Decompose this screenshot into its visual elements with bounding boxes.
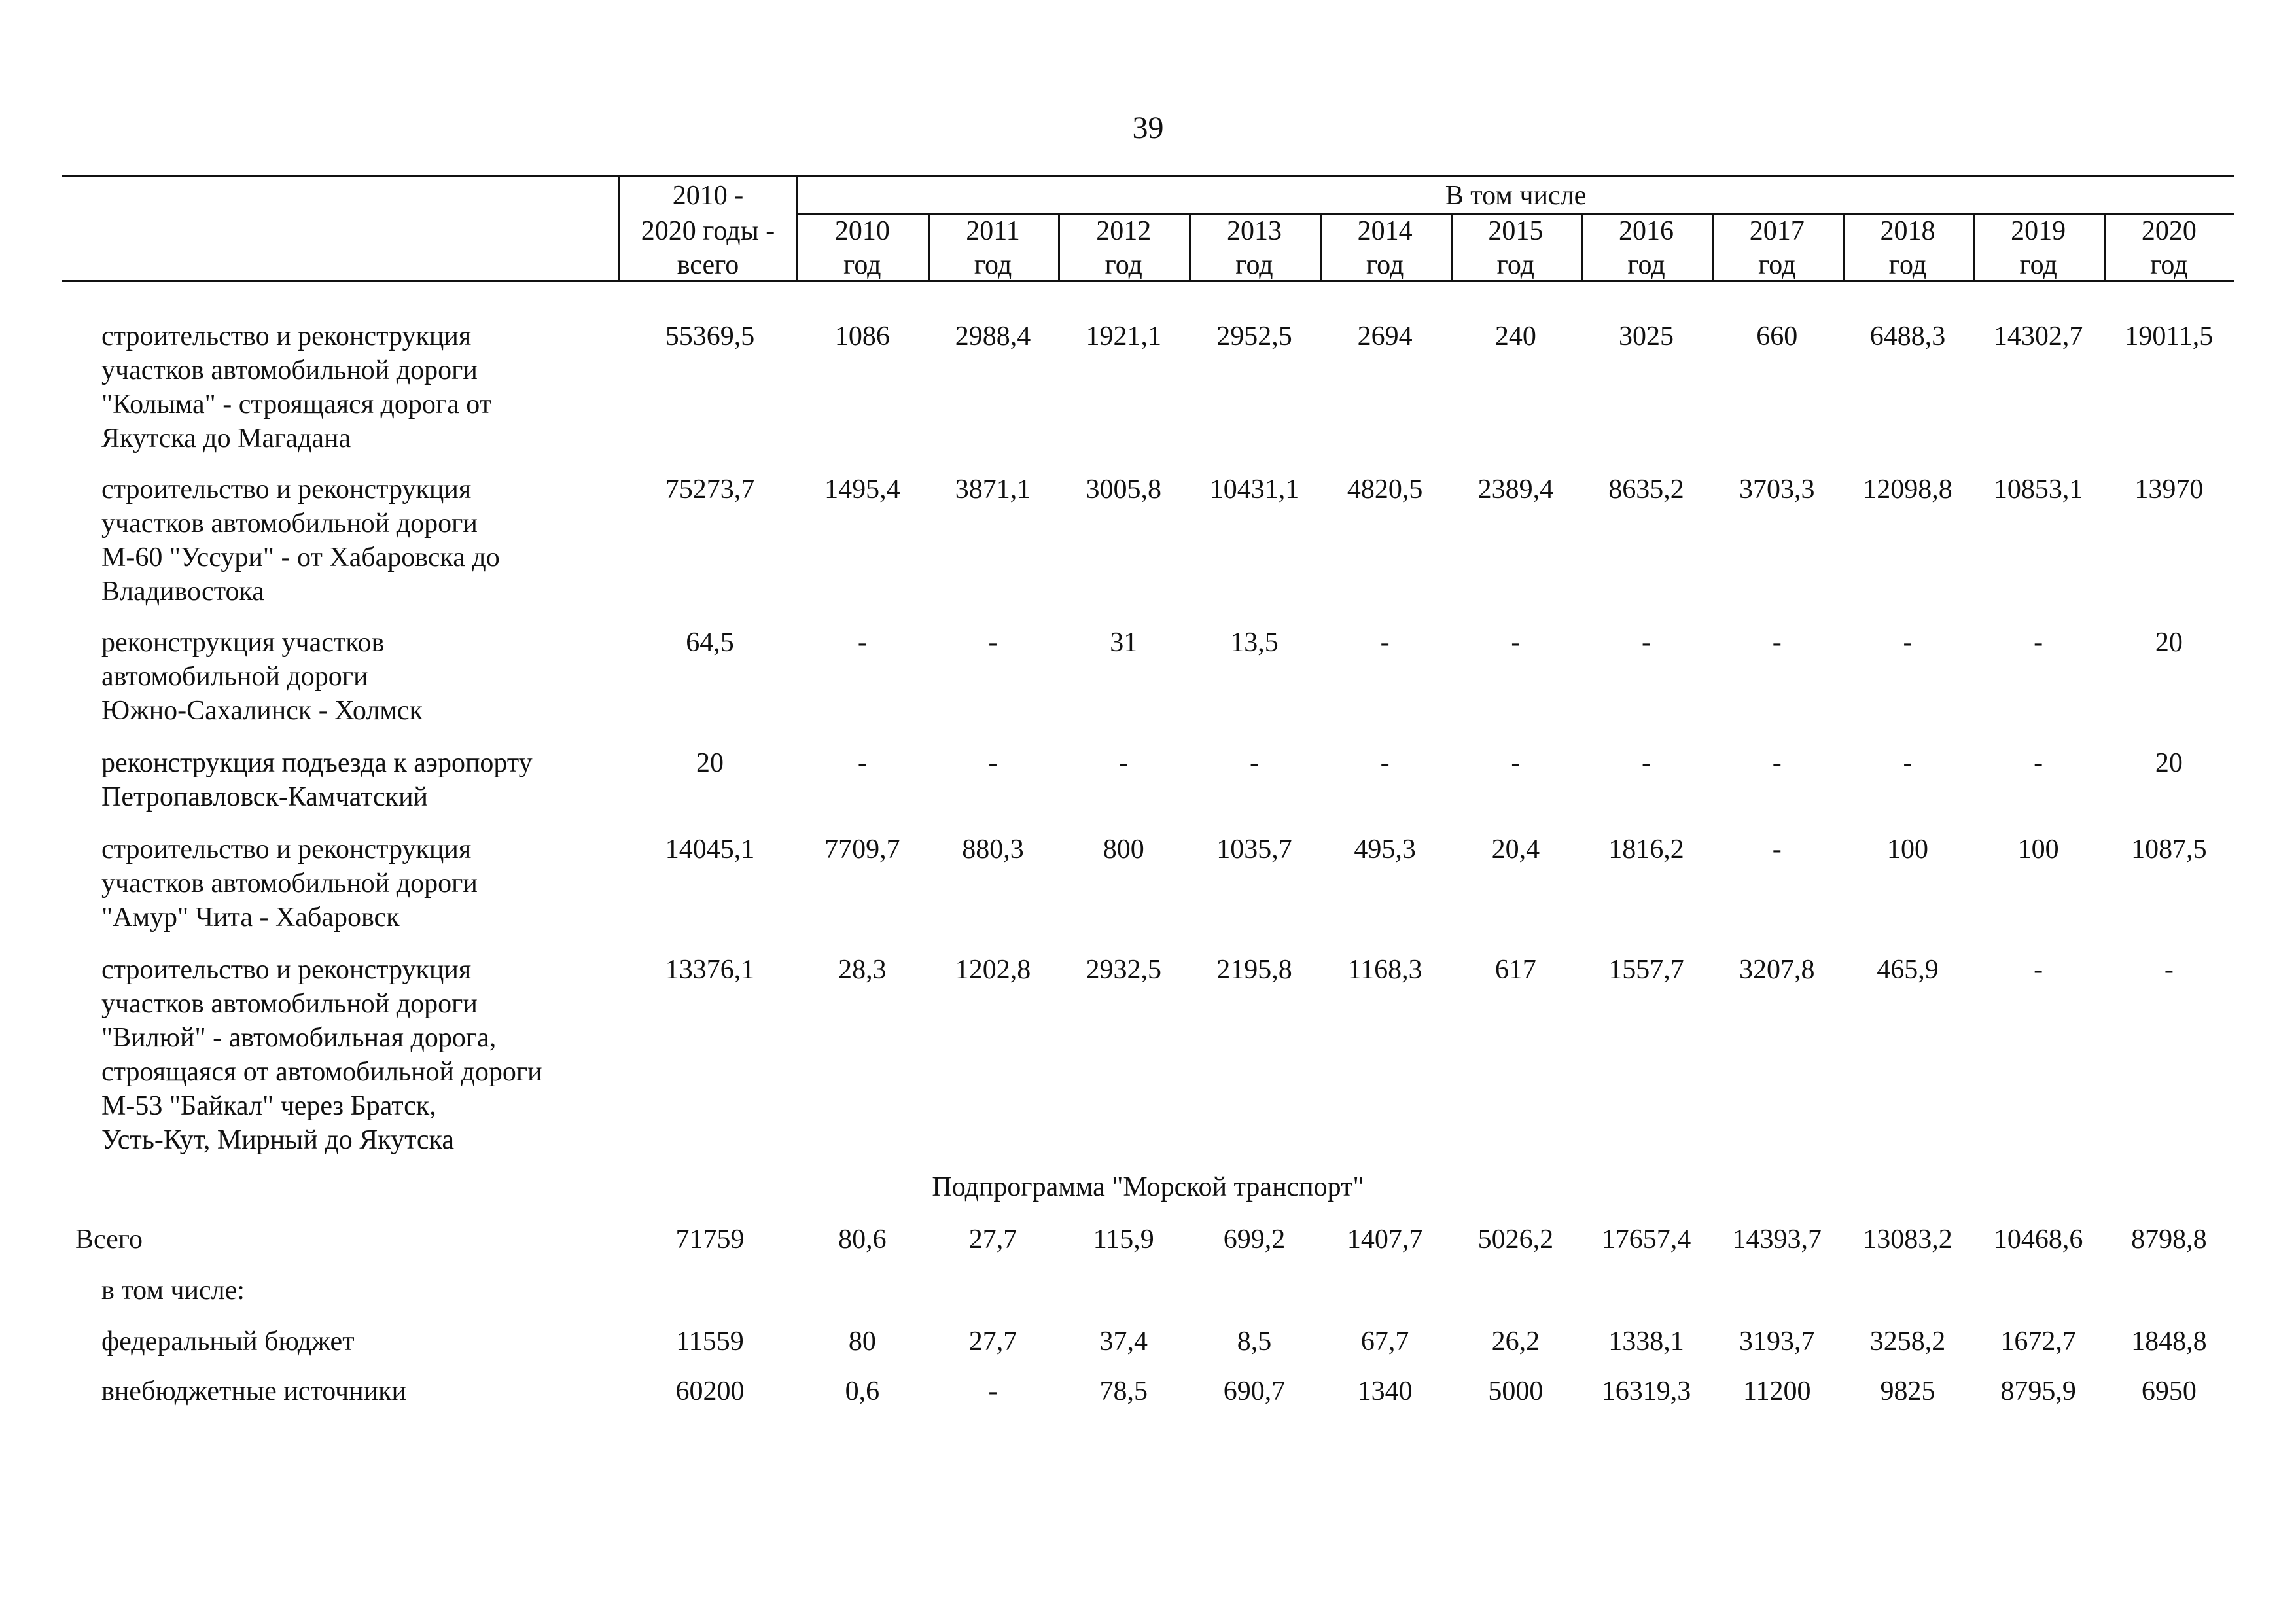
table-cell: 1087,5	[2131, 834, 2207, 865]
table-cell: 100	[2017, 834, 2059, 865]
table-cell: 8635,2	[1608, 474, 1684, 505]
summary-cell: 78,5	[1099, 1376, 1148, 1406]
year-header: 2020	[2141, 216, 2197, 246]
year-subheader: год	[843, 250, 881, 280]
summary-cell: 27,7	[968, 1327, 1017, 1357]
row-label: реконструкция участков	[101, 628, 385, 658]
summary-cell: 37,4	[1099, 1327, 1148, 1357]
table-cell: 2988,4	[955, 321, 1031, 351]
summary-cell: 26,2	[1491, 1327, 1540, 1357]
summary-cell: 1407,7	[1347, 1224, 1423, 1255]
summary-cell: 11200	[1743, 1376, 1811, 1406]
table-cell: 13,5	[1230, 628, 1279, 658]
table-cell: 2952,5	[1216, 321, 1292, 351]
year-subheader: год	[2150, 250, 2188, 280]
row-label: строящаяся от автомобильной дороги	[101, 1057, 542, 1087]
row-label: строительство и реконструкция	[101, 834, 472, 865]
table-cell: 3005,8	[1086, 474, 1161, 505]
table-cell: 20	[2155, 748, 2183, 778]
year-header: 2012	[1096, 216, 1152, 246]
summary-cell: 8,5	[1237, 1327, 1272, 1357]
table-cell: -	[857, 748, 867, 778]
table-cell: 6488,3	[1869, 321, 1946, 351]
summary-cell: 13083,2	[1863, 1224, 1952, 1255]
summary-cell: 17657,4	[1601, 1224, 1691, 1255]
summary-cell: 8798,8	[2131, 1224, 2207, 1255]
row-label: "Колыма" - строящаяся дорога от	[101, 389, 492, 419]
summary-cell: 67,7	[1360, 1327, 1409, 1357]
table-cell: -	[1380, 628, 1390, 658]
year-header: 2016	[1619, 216, 1674, 246]
row-total: 75273,7	[665, 474, 755, 505]
table-cell: 20	[2155, 628, 2183, 658]
summary-total: 11559	[676, 1327, 744, 1357]
row-label: участков автомобильной дороги	[101, 868, 478, 899]
table-cell: 19011,5	[2125, 321, 2214, 351]
row-total: 20	[696, 748, 724, 778]
row-label: М-60 "Уссури" - от Хабаровска до	[101, 543, 500, 573]
summary-cell: 27,7	[968, 1224, 1017, 1255]
table-cell: 7709,7	[824, 834, 900, 865]
year-subheader: год	[1366, 250, 1404, 280]
year-subheader: год	[1496, 250, 1535, 280]
summary-total: 71759	[675, 1224, 745, 1255]
table-cell: 12098,8	[1863, 474, 1952, 505]
table-cell: -	[1903, 748, 1913, 778]
year-subheader: год	[2019, 250, 2057, 280]
summary-cell: 9825	[1880, 1376, 1935, 1406]
year-subheader: год	[1104, 250, 1142, 280]
row-label: участков автомобильной дороги	[101, 508, 478, 539]
row-label: Владивостока	[101, 577, 264, 607]
year-header: 2010	[834, 216, 890, 246]
table-cell: -	[2034, 955, 2043, 985]
summary-cell: 1338,1	[1608, 1327, 1684, 1357]
summary-cell: 3193,7	[1739, 1327, 1815, 1357]
summary-cell: 1672,7	[2000, 1327, 2076, 1357]
table-cell: 100	[1886, 834, 1928, 865]
table-cell: -	[1642, 748, 1651, 778]
row-label: строительство и реконструкция	[101, 321, 472, 351]
year-header: 2019	[2011, 216, 2066, 246]
table-top-rule	[62, 175, 2234, 177]
table-cell: 3025	[1619, 321, 1674, 351]
summary-cell: 115,9	[1093, 1224, 1154, 1255]
summary-label: в том числе:	[101, 1275, 245, 1306]
year-subheader: год	[1888, 250, 1927, 280]
row-label: реконструкция подъезда к аэропорту	[101, 748, 533, 778]
table-cell: 28,3	[838, 955, 887, 985]
table-cell: 13970	[2134, 474, 2204, 505]
table-cell: 14302,7	[1993, 321, 2083, 351]
year-subheader: год	[974, 250, 1012, 280]
year-header: 2018	[1880, 216, 1935, 246]
table-cell: -	[1380, 748, 1390, 778]
table-cell: 2932,5	[1086, 955, 1161, 985]
table-cell: 3207,8	[1739, 955, 1815, 985]
summary-cell: 10468,6	[1993, 1224, 2083, 1255]
table-cell: -	[1772, 748, 1782, 778]
row-total: 64,5	[686, 628, 734, 658]
year-subheader: год	[1627, 250, 1665, 280]
summary-cell: 690,7	[1223, 1376, 1286, 1406]
table-cell: 2389,4	[1477, 474, 1554, 505]
table-cell: -	[857, 628, 867, 658]
header-group-label: В том числе	[1445, 181, 1587, 211]
table-cell: 2694	[1357, 321, 1413, 351]
summary-total: 60200	[675, 1376, 745, 1406]
year-header: 2014	[1357, 216, 1413, 246]
summary-cell: 14393,7	[1732, 1224, 1822, 1255]
row-label: автомобильной дороги	[101, 662, 368, 692]
summary-cell: -	[988, 1376, 998, 1406]
table-cell: 4820,5	[1347, 474, 1423, 505]
summary-cell: 80,6	[838, 1224, 887, 1255]
row-label: Южно-Сахалинск - Холмск	[101, 696, 423, 726]
table-cell: -	[2034, 748, 2043, 778]
summary-cell: 1848,8	[2131, 1327, 2207, 1357]
table-cell: 1557,7	[1608, 955, 1684, 985]
summary-cell: 699,2	[1223, 1224, 1286, 1255]
summary-label: Всего	[75, 1224, 143, 1255]
table-cell: -	[1119, 748, 1129, 778]
table-cell: 31	[1110, 628, 1138, 658]
table-cell: 240	[1494, 321, 1536, 351]
table-cell: 465,9	[1877, 955, 1939, 985]
year-subheader: год	[1235, 250, 1273, 280]
table-cell: 495,3	[1354, 834, 1416, 865]
table-cell: -	[1511, 748, 1521, 778]
table-cell: 617	[1494, 955, 1536, 985]
year-header: 2011	[966, 216, 1020, 246]
row-label: "Вилюй" - автомобильная дорога,	[101, 1023, 497, 1053]
row-total: 55369,5	[665, 321, 755, 351]
table-cell: -	[1249, 748, 1259, 778]
table-cell: -	[988, 748, 998, 778]
header-total-line: всего	[677, 250, 739, 280]
year-header: 2013	[1226, 216, 1282, 246]
summary-label: внебюджетные источники	[101, 1376, 407, 1406]
table-cell: -	[1903, 628, 1913, 658]
row-label: "Амур" Чита - Хабаровск	[101, 902, 400, 933]
table-cell: 10431,1	[1209, 474, 1299, 505]
summary-cell: 5000	[1488, 1376, 1544, 1406]
header-total-line: 2020 годы -	[641, 216, 775, 246]
row-total: 14045,1	[665, 834, 755, 865]
table-cell: 20,4	[1491, 834, 1540, 865]
year-header: 2017	[1749, 216, 1805, 246]
table-cell: 2195,8	[1216, 955, 1292, 985]
row-label: Усть-Кут, Мирный до Якутска	[101, 1125, 454, 1155]
row-label: строительство и реконструкция	[101, 474, 472, 505]
table-cell: 3871,1	[955, 474, 1031, 505]
table-cell: -	[1642, 628, 1651, 658]
table-cell: 1086	[834, 321, 890, 351]
summary-cell: 16319,3	[1601, 1376, 1691, 1406]
table-cell: -	[1772, 834, 1782, 865]
subprogram-title: Подпрограмма "Морской транспорт"	[932, 1172, 1364, 1202]
table-cell: -	[2034, 628, 2043, 658]
summary-cell: 0,6	[845, 1376, 880, 1406]
table-cell: 1921,1	[1086, 321, 1161, 351]
summary-cell: 1340	[1357, 1376, 1413, 1406]
table-cell: 3703,3	[1739, 474, 1815, 505]
summary-cell: 5026,2	[1477, 1224, 1554, 1255]
page-number: 39	[1132, 111, 1164, 145]
table-cell: 1202,8	[955, 955, 1031, 985]
summary-cell: 6950	[2141, 1376, 2197, 1406]
summary-cell: 80	[848, 1327, 876, 1357]
row-label: участков автомобильной дороги	[101, 355, 478, 385]
row-label: М-53 "Байкал" через Братск,	[101, 1091, 436, 1121]
table-cell: 1816,2	[1608, 834, 1684, 865]
table-cell: -	[2164, 955, 2174, 985]
year-subheader: год	[1758, 250, 1796, 280]
table-cell: 880,3	[962, 834, 1024, 865]
table-cell: -	[1511, 628, 1521, 658]
row-label: участков автомобильной дороги	[101, 989, 478, 1019]
table-cell: 1035,7	[1216, 834, 1292, 865]
summary-cell: 8795,9	[2000, 1376, 2076, 1406]
table-cell: 800	[1103, 834, 1144, 865]
summary-label: федеральный бюджет	[101, 1327, 355, 1357]
table-cell: 1495,4	[824, 474, 900, 505]
year-header: 2015	[1488, 216, 1544, 246]
header-total-line: 2010 -	[672, 181, 744, 211]
row-label: Петропавловск-Камчатский	[101, 782, 429, 812]
row-label: строительство и реконструкция	[101, 955, 472, 985]
row-total: 13376,1	[665, 955, 755, 985]
row-label: Якутска до Магадана	[101, 423, 351, 454]
table-cell: 10853,1	[1993, 474, 2083, 505]
table-cell: -	[988, 628, 998, 658]
summary-cell: 3258,2	[1869, 1327, 1946, 1357]
table-cell: -	[1772, 628, 1782, 658]
table-cell: 660	[1756, 321, 1798, 351]
table-cell: 1168,3	[1347, 955, 1422, 985]
